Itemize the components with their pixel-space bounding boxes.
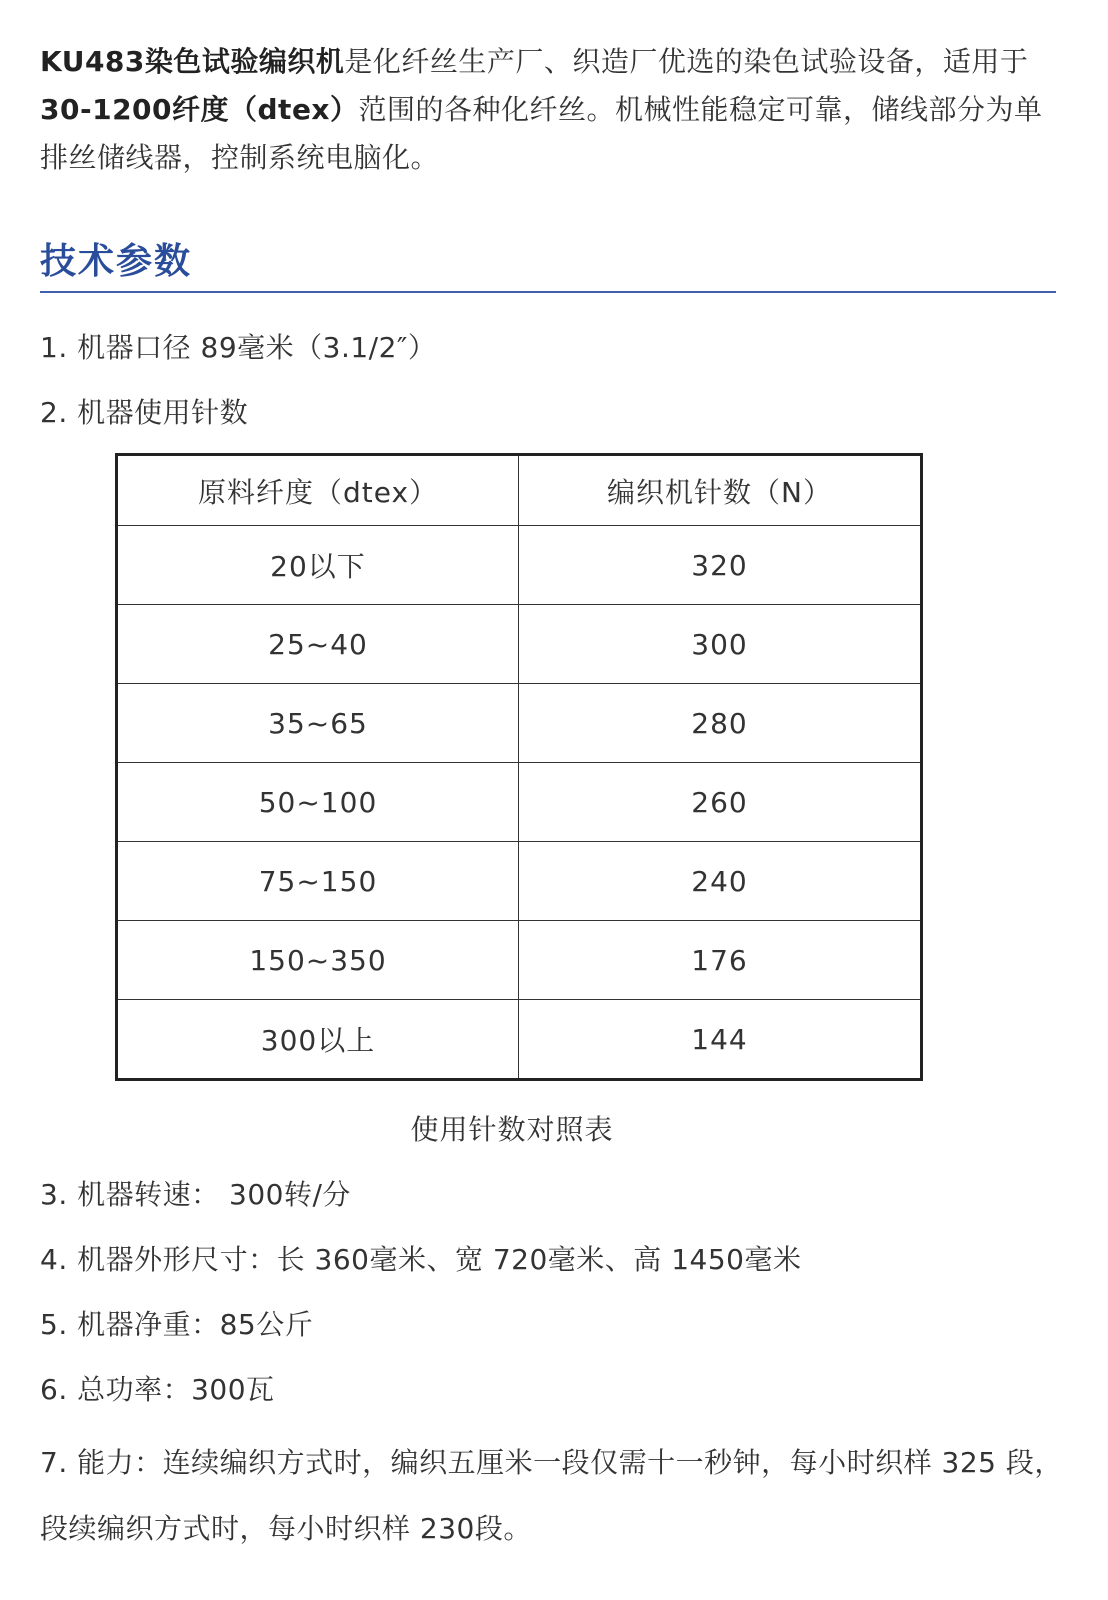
table-cell-needles: 176 [519, 921, 922, 1000]
fineness-range: 30-1200纤度（dtex） [40, 93, 359, 126]
table-cell-needles: 260 [519, 763, 922, 842]
table-row [117, 921, 922, 1000]
table-row [117, 605, 922, 684]
table-cell-needles: 240 [519, 842, 922, 921]
spec-item-speed: 3. 机器转速： 300转/分 [40, 1178, 351, 1211]
table-cell-fineness: 25~40 [117, 605, 519, 684]
table-cell-fineness: 150~350 [117, 921, 519, 1000]
intro-text-2: 范围的各种化纤丝。机械性能稳定可靠，储线部分为单排丝储线器，控制系统电脑化。 [40, 93, 1043, 174]
table-header-row [117, 455, 922, 526]
table-cell-fineness: 20以下 [117, 526, 519, 605]
spec-item-diameter: 1. 机器口径 89毫米（3.1/2″） [40, 331, 437, 364]
spec-item-dimensions: 4. 机器外形尺寸：长 360毫米、宽 720毫米、高 1450毫米 [40, 1243, 802, 1276]
table-cell-needles: 320 [519, 526, 922, 605]
spec-item-weight: 5. 机器净重：85公斤 [40, 1308, 314, 1341]
section-divider [40, 291, 1056, 293]
table-row [117, 684, 922, 763]
table-cell-needles: 280 [519, 684, 922, 763]
table-row [117, 526, 922, 605]
table-row [117, 842, 922, 921]
table-cell-fineness: 75~150 [117, 842, 519, 921]
table-caption: 使用针数对照表 [410, 1113, 614, 1146]
table-header-fineness: 原料纤度（dtex） [117, 455, 519, 526]
table-cell-needles: 300 [519, 605, 922, 684]
intro-paragraph [40, 38, 1070, 182]
table-cell-fineness: 50~100 [117, 763, 519, 842]
needle-count-table [115, 453, 923, 1081]
intro-text-1: 是化纤丝生产厂、织造厂优选的染色试验设备，适用于 [344, 45, 1029, 78]
product-name: KU483染色试验编织机 [40, 45, 345, 78]
table-header-needles: 编织机针数（N） [519, 455, 922, 526]
table-cell-fineness: 300以上 [117, 1000, 519, 1080]
table-cell-needles: 144 [519, 1000, 922, 1080]
table-row [117, 763, 922, 842]
table-cell-fineness: 35~65 [117, 684, 519, 763]
spec-item-power: 6. 总功率：300瓦 [40, 1373, 275, 1406]
spec-item-capacity: 7. 能力：连续编织方式时，编织五厘米一段仅需十一秒钟，每小时织样 325 段，段续编织方式时，每小时织样 230段。 [40, 1446, 1063, 1545]
section-title: 技术参数 [40, 241, 193, 282]
table-row [117, 1000, 922, 1080]
spec-item-needle-count: 2. 机器使用针数 [40, 396, 249, 429]
